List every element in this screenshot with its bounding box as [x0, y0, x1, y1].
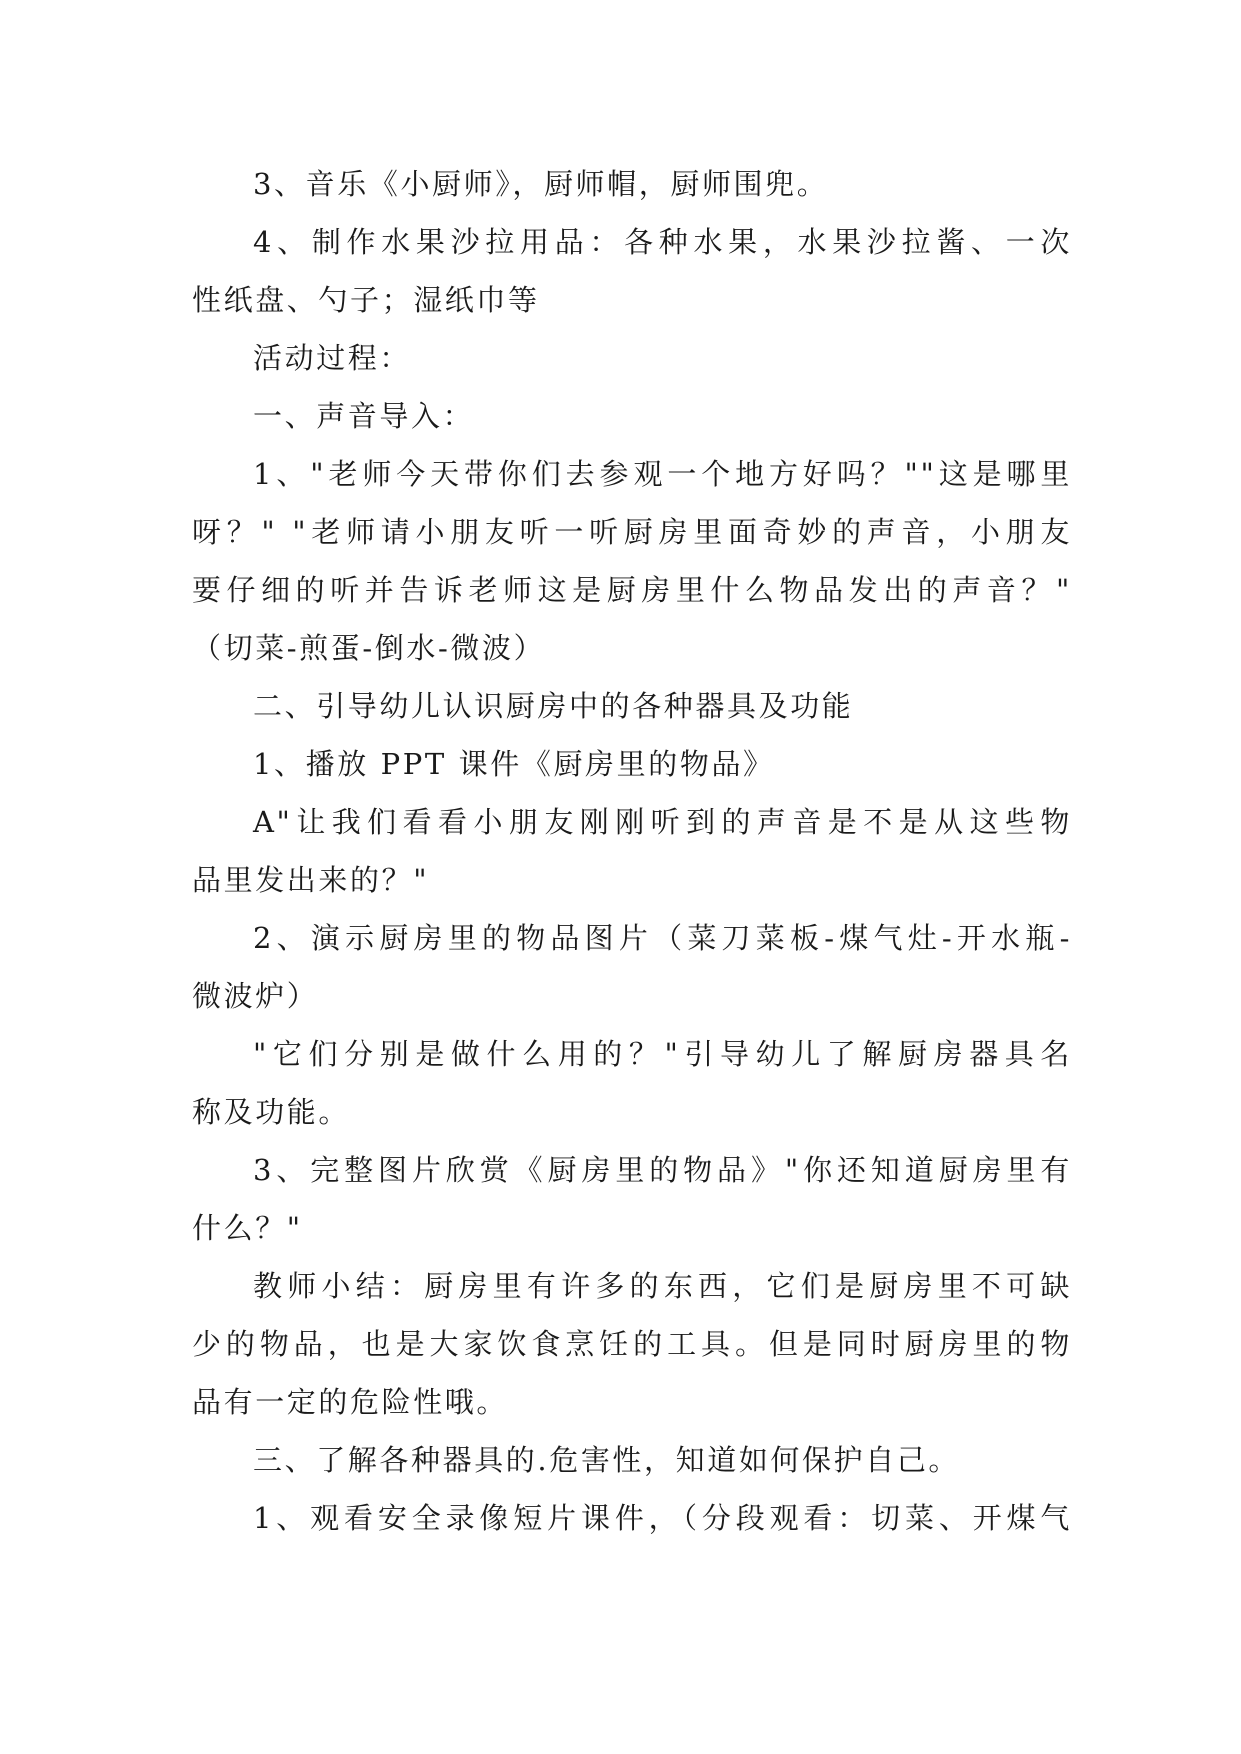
paragraph-section-2-item-2-line-1: 2、演示厨房里的物品图片（菜刀菜板-煤气灶-开水瓶-: [253, 921, 1072, 955]
paragraph-section-1-item-1-line-2: 呀？" "老师请小朋友听一听厨房里面奇妙的声音，小朋友: [192, 515, 1072, 549]
document-body: [192, 155, 1072, 1547]
paragraph-section-2-item-2-question-line-2: 称及功能。: [192, 1095, 351, 1129]
section-heading-2: 二、引导幼儿认识厨房中的各种器具及功能: [253, 689, 854, 723]
paragraph-section-2-item-2-line-2: 微波炉）: [192, 979, 319, 1013]
paragraph-materials-4-line-1: 4、制作水果沙拉用品：各种水果，水果沙拉酱、一次: [253, 225, 1072, 259]
paragraph-section-2-item-1-line-1: 1、播放 PPT 课件《厨房里的物品》: [253, 747, 775, 781]
paragraph-materials-3-line-1: 3、音乐《小厨师》，厨师帽，厨师围兜。: [253, 167, 829, 201]
paragraph-section-1-item-1-line-3: 要仔细的听并告诉老师这是厨房里什么物品发出的声音？": [192, 573, 1072, 607]
paragraph-teacher-summary-line-3: 品有一定的危险性哦。: [192, 1385, 509, 1419]
section-heading-1: 一、声音导入：: [253, 399, 475, 433]
paragraph-teacher-summary-line-1: 教师小结：厨房里有许多的东西，它们是厨房里不可缺: [253, 1269, 1072, 1303]
section-heading-3: 三、了解各种器具的.危害性，知道如何保护自己。: [253, 1443, 961, 1477]
paragraph-section-1-item-1-line-1: 1、"老师今天带你们去参观一个地方好吗？""这是哪里: [253, 457, 1072, 491]
paragraph-materials-4-line-2: 性纸盘、勺子；湿纸巾等: [192, 283, 540, 317]
paragraph-section-2-item-3-line-1: 3、完整图片欣赏《厨房里的物品》"你还知道厨房里有: [253, 1153, 1072, 1187]
heading-activity-process: 活动过程：: [253, 341, 412, 375]
paragraph-section-3-item-1-line-1: 1、观看安全录像短片课件，（分段观看：切菜、开煤气: [253, 1501, 1072, 1535]
paragraph-section-2-item-1a-line-1: A"让我们看看小朋友刚刚听到的声音是不是从这些物: [253, 805, 1072, 839]
paragraph-section-2-item-2-question-line-1: "它们分别是做什么用的？"引导幼儿了解厨房器具名: [253, 1037, 1072, 1071]
paragraph-teacher-summary-line-2: 少的物品，也是大家饮食烹饪的工具。但是同时厨房里的物: [192, 1327, 1072, 1361]
paragraph-section-1-item-1-line-4: （切菜-煎蛋-倒水-微波）: [192, 631, 546, 665]
paragraph-section-2-item-1a-line-2: 品里发出来的？": [192, 863, 430, 897]
paragraph-section-2-item-3-line-2: 什么？": [192, 1211, 303, 1245]
